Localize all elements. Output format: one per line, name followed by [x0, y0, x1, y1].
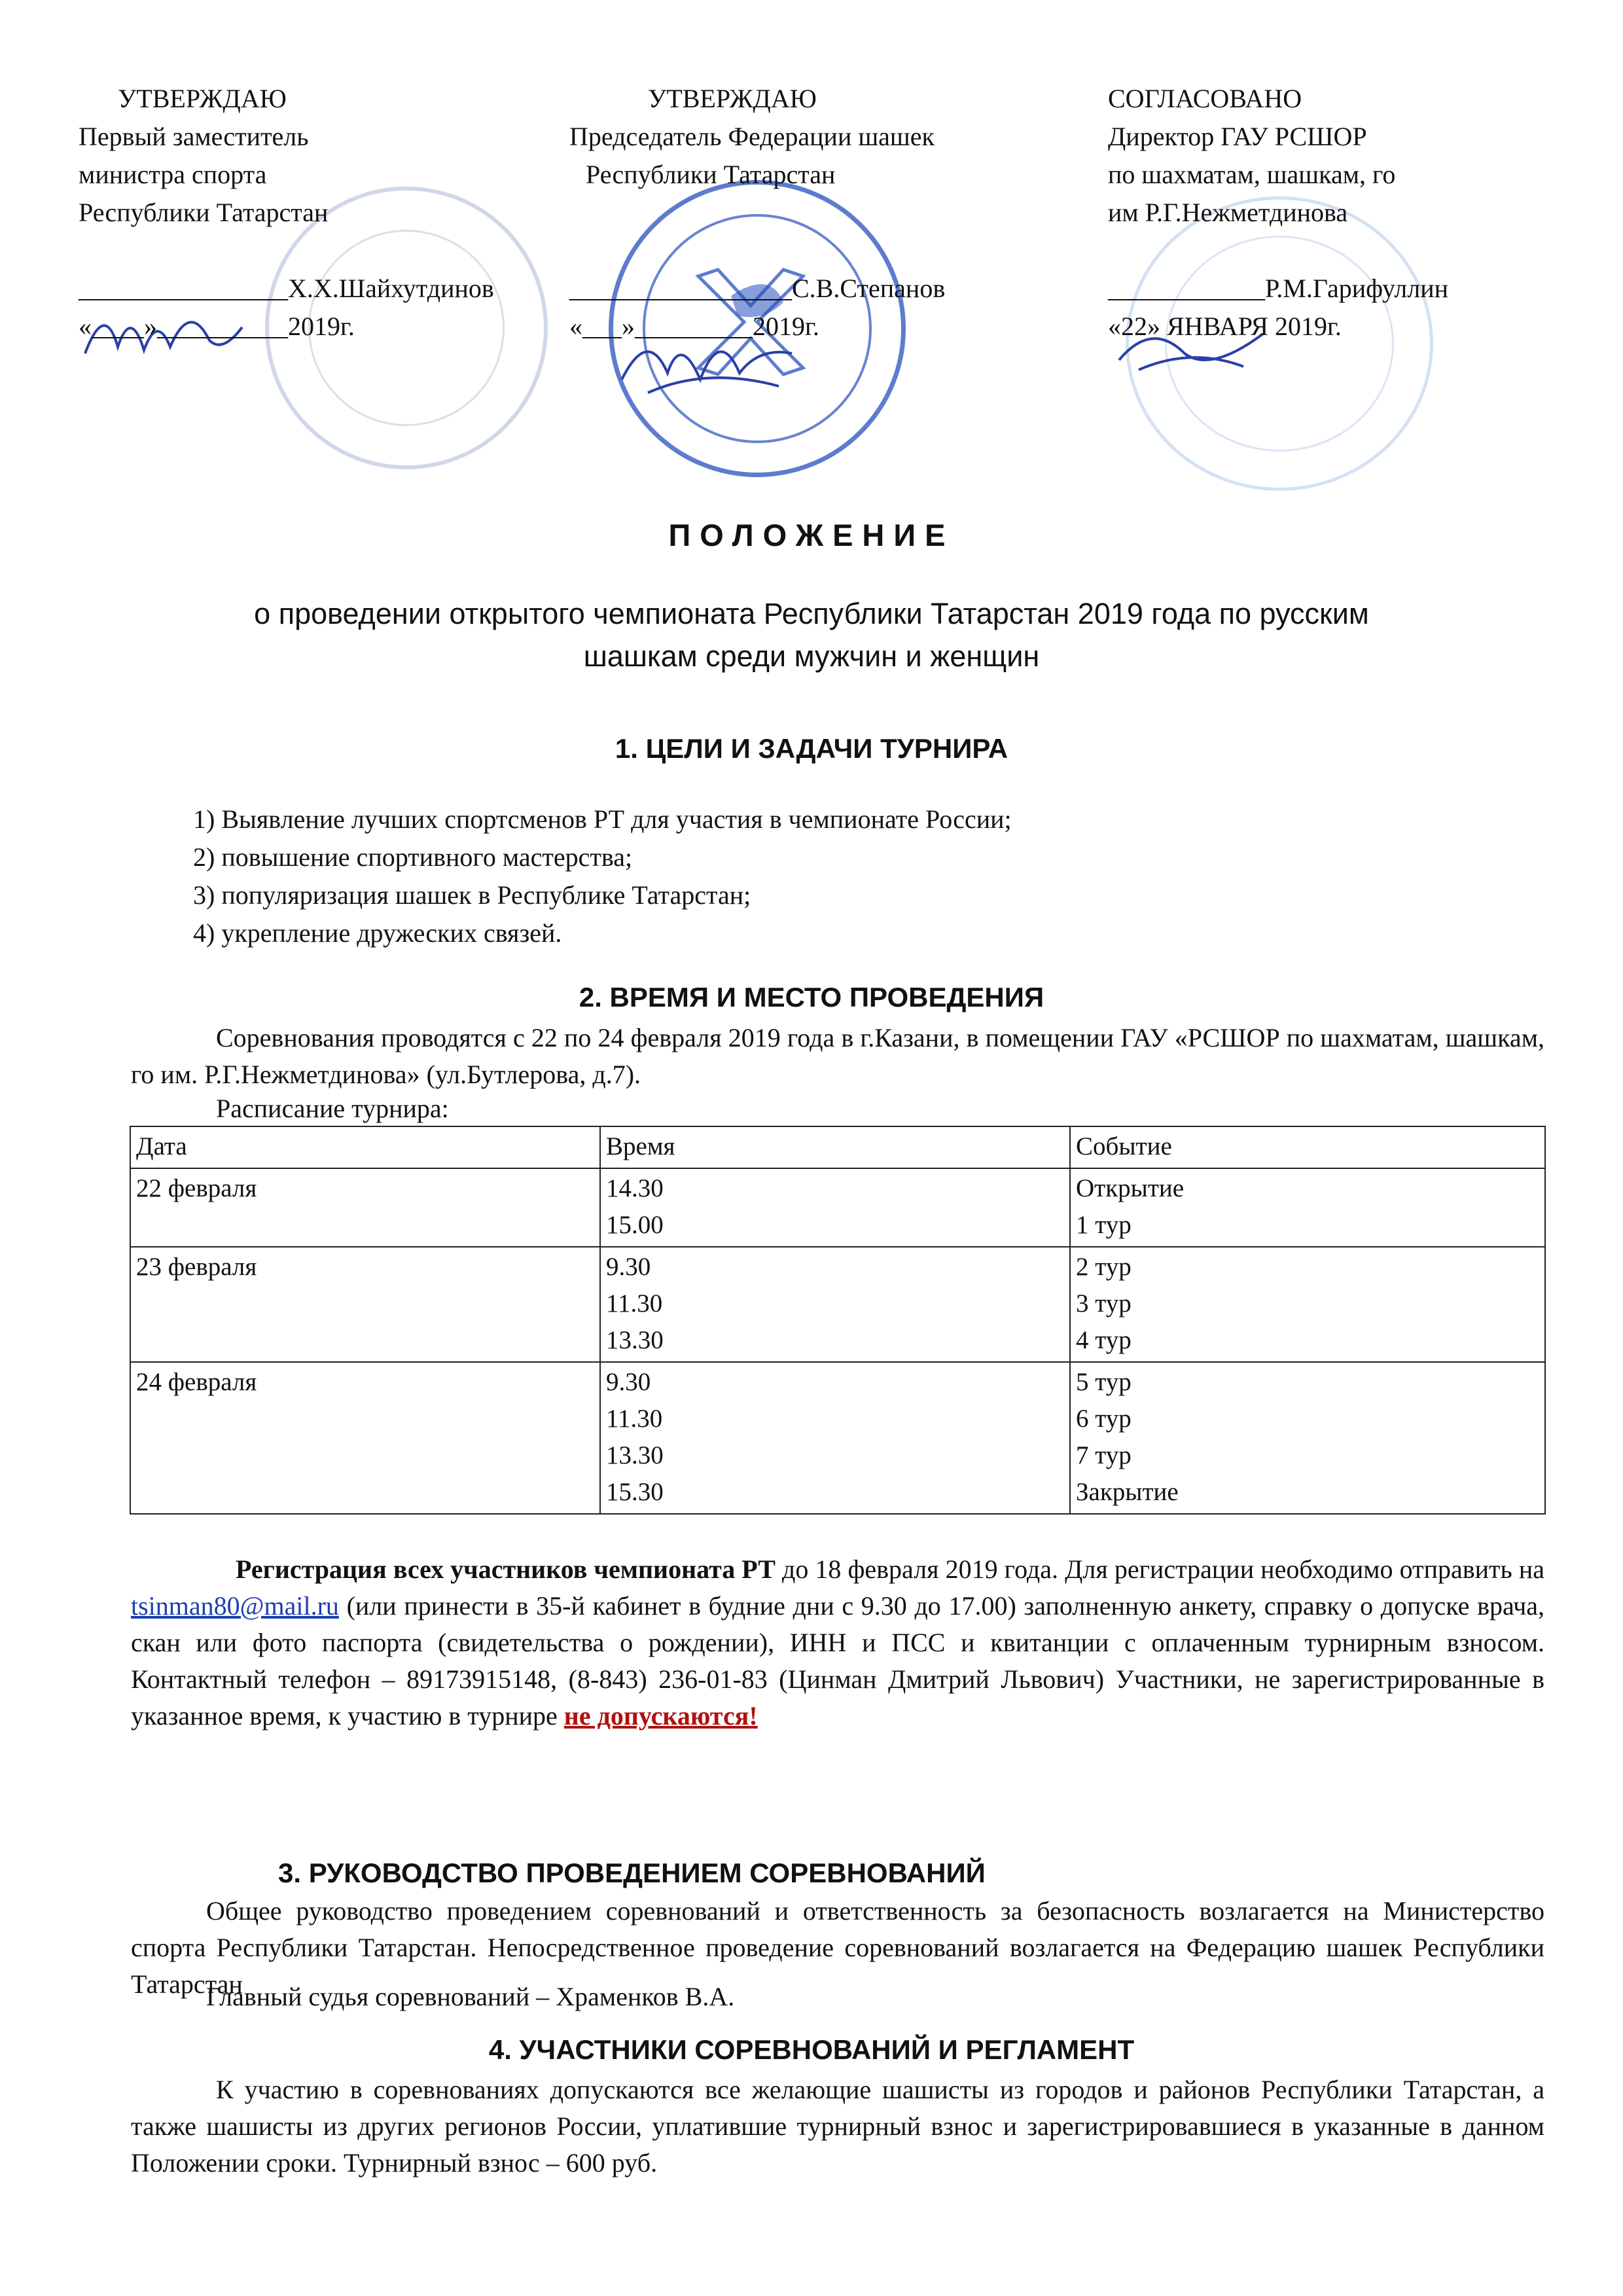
approval-date-line: «22» ЯНВАРЯ 2019г. [1108, 312, 1342, 341]
section-2-heading: 2. ВРЕМЯ И МЕСТО ПРОВЕДЕНИЯ [579, 982, 1044, 1013]
time-value: 9.30 [606, 1253, 651, 1281]
event-value: 4 тур [1076, 1326, 1132, 1354]
event-value: 6 тур [1076, 1405, 1132, 1433]
not-allowed-warning: не допускаются! [563, 1701, 758, 1731]
registration-text-2: (или принести в 35-й кабинет в будние дни с 9.30 до 17.00) заполненную анкету, справку о допуске врача, скан или фото паспорта (свидетельства о рождении), ИНН и ПСС и квитанции с оплаченным турнирным взносом. Контактный телефон – 89173915148, (8-843) 236-01-83 (Цинман Дмитрий Львович) Участники, не зарегистрированные в указанное время, к участию в турнире [131, 1591, 1544, 1731]
goal-item: 3) популяризация шашек в Республике Татарстан; [193, 880, 751, 910]
time-value: 9.30 [606, 1368, 651, 1396]
time-value: 11.30 [606, 1405, 663, 1433]
approval-date-line: «___»_________2019г. [569, 312, 819, 341]
approval-line: им Р.Г.Нежметдинова [1108, 198, 1348, 227]
section-3-text: Общее руководство проведением соревнований и ответственность за безопасность возлагается на Министерство спорта Республики Татарстан. Непосредственное проведение соревнований возлагается на Федерацию шашек Республики Татарстан [131, 1896, 1544, 1999]
event-value: 2 тур [1076, 1253, 1132, 1281]
subtitle-line-2: шашкам среди мужчин и женщин [583, 639, 1040, 673]
table-header-row [130, 1126, 1545, 1168]
registration-paragraph [131, 1551, 1544, 1734]
event-value: 7 тур [1076, 1441, 1132, 1469]
schedule-table [130, 1126, 1546, 1515]
document-title: ПОЛОЖЕНИЕ [668, 518, 955, 552]
approval-line: Республики Татарстан [79, 198, 329, 227]
event-value: 1 тур [1076, 1211, 1132, 1239]
approval-signature-line: _________________С.В.Степанов [569, 274, 946, 303]
approval-signature-line: ____________Р.М.Гарифуллин [1108, 274, 1448, 303]
goal-item: 2) повышение спортивного мастерства; [193, 842, 633, 872]
goal-item: 4) укрепление дружеских связей. [193, 918, 562, 948]
approval-line: Первый заместитель [79, 122, 309, 151]
approval-line: по шахматам, шашкам, го [1108, 160, 1396, 189]
approval-heading: УТВЕРЖДАЮ [648, 84, 817, 113]
approval-line: Председатель Федерации шашек [569, 122, 935, 151]
date-cell: 24 февраля [130, 1362, 600, 1514]
table-row [130, 1168, 1545, 1247]
date-cell: 22 февраля [130, 1168, 600, 1247]
time-value: 14.30 [606, 1174, 664, 1202]
registration-text-1: до 18 февраля 2019 года. Для регистрации необходимо отправить на [775, 1554, 1544, 1584]
time-cell [600, 1168, 1070, 1247]
approval-block-rsshor [1108, 80, 1448, 346]
time-value: 13.30 [606, 1441, 664, 1469]
event-cell [1070, 1362, 1545, 1514]
approval-line: Республики Татарстан [586, 160, 836, 189]
table-row [130, 1362, 1545, 1514]
time-cell [600, 1362, 1070, 1514]
table-header-cell: Время [600, 1126, 1070, 1168]
time-value: 15.00 [606, 1211, 664, 1239]
table-row [130, 1247, 1545, 1362]
section-3-heading: 3. РУКОВОДСТВО ПРОВЕДЕНИЕМ СОРЕВНОВАНИЙ [278, 1857, 986, 1888]
document-subtitle [0, 592, 1623, 677]
registration-lead: Регистрация всех участников чемпионата РТ [236, 1554, 776, 1584]
event-value: 5 тур [1076, 1368, 1132, 1396]
section-1-heading: 1. ЦЕЛИ И ЗАДАЧИ ТУРНИРА [615, 733, 1008, 764]
approval-signature-line: ________________Х.Х.Шайхутдинов [79, 274, 494, 303]
time-value: 11.30 [606, 1289, 663, 1318]
email-link[interactable]: tsinman80@mail.ru [131, 1591, 339, 1621]
approval-heading: СОГЛАСОВАНО [1108, 84, 1302, 113]
table-header-cell: Дата [130, 1126, 600, 1168]
section-4-heading: 4. УЧАСТНИКИ СОРЕВНОВАНИЙ И РЕГЛАМЕНТ [488, 2034, 1135, 2065]
section-4-text: К участию в соревнованиях допускаются все желающие шашисты из городов и районов Республики Татарстан, а также шашисты из других регионов России, уплатившие турнирный взнос и зарегистрировавшиеся в указанные в данном Положении сроки. Турнирный взнос – 600 руб. [131, 2075, 1544, 2178]
goal-item: 1) Выявление лучших спортсменов РТ для участия в чемпионате России; [193, 804, 1012, 834]
date-cell: 23 февраля [130, 1247, 600, 1362]
approval-line: Директор ГАУ РСШОР [1108, 122, 1367, 151]
event-value: Открытие [1076, 1174, 1185, 1202]
time-value: 13.30 [606, 1326, 664, 1354]
approval-block-minister [79, 80, 494, 346]
chief-judge: Главный судья соревнований – Храменков В.А. [206, 1982, 735, 2011]
approval-block-federation [569, 80, 945, 346]
section-2-text: Соревнования проводятся с 22 по 24 февраля 2019 года в г.Казани, в помещении ГАУ «РСШОР по шахматам, шашкам, го им. Р.Г.Нежметдинова» (ул.Бутлерова, д.7). [131, 1023, 1544, 1089]
approval-date-line: «____»__________2019г. [79, 312, 355, 341]
event-cell [1070, 1168, 1545, 1247]
time-cell [600, 1247, 1070, 1362]
schedule-label: Расписание турнира: [216, 1094, 449, 1123]
approval-heading: УТВЕРЖДАЮ [118, 84, 287, 113]
time-value: 15.30 [606, 1478, 664, 1506]
approval-line: министра спорта [79, 160, 267, 189]
event-value: Закрытие [1076, 1478, 1179, 1506]
subtitle-line-1: о проведении открытого чемпионата Республики Татарстан 2019 года по русским [254, 597, 1369, 630]
table-header-cell: Событие [1070, 1126, 1545, 1168]
event-value: 3 тур [1076, 1289, 1132, 1318]
event-cell [1070, 1247, 1545, 1362]
